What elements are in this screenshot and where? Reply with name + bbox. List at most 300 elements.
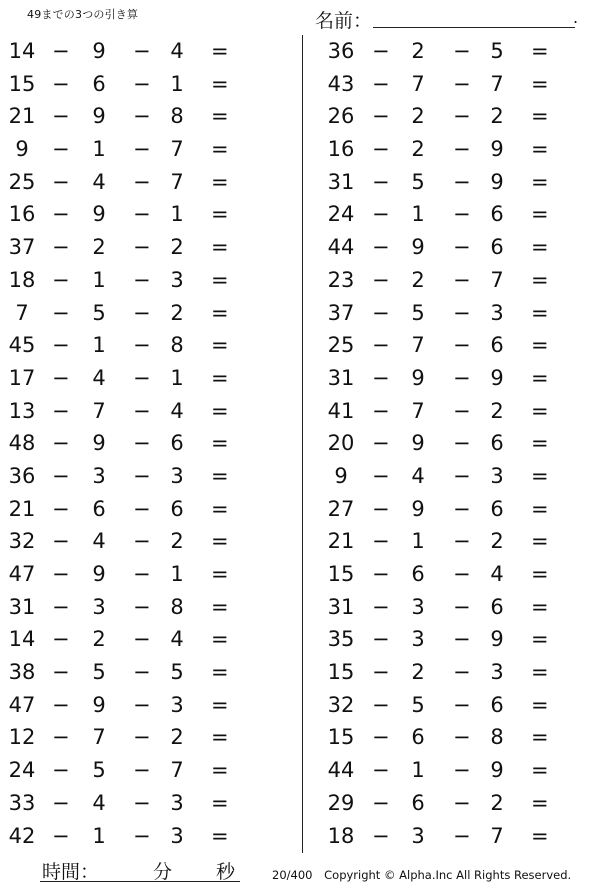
equals-sign: = bbox=[211, 725, 229, 750]
minus-sign: − bbox=[453, 594, 471, 619]
operand-3: 9 bbox=[490, 365, 504, 390]
operand-2: 1 bbox=[411, 529, 425, 554]
minus-sign: − bbox=[453, 823, 471, 848]
operand-3: 7 bbox=[170, 758, 184, 783]
problem-column-left bbox=[0, 35, 290, 852]
operand-2: 5 bbox=[411, 169, 425, 194]
operand-2: 5 bbox=[411, 692, 425, 717]
operand-1: 23 bbox=[327, 267, 355, 292]
operand-1: 17 bbox=[8, 365, 36, 390]
operand-3: 2 bbox=[170, 529, 184, 554]
minus-sign: − bbox=[453, 627, 471, 652]
minus-sign: − bbox=[52, 398, 70, 423]
equals-sign: = bbox=[531, 496, 549, 521]
operand-2: 9 bbox=[411, 365, 425, 390]
minus-sign: − bbox=[453, 39, 471, 63]
problem-row bbox=[316, 787, 600, 820]
minus-sign: − bbox=[453, 235, 471, 260]
problem-row bbox=[0, 264, 290, 297]
equals-sign: = bbox=[211, 692, 229, 717]
equals-sign: = bbox=[531, 365, 549, 390]
operand-1: 37 bbox=[8, 235, 36, 260]
operand-1: 20 bbox=[327, 431, 355, 456]
operand-1: 26 bbox=[327, 104, 355, 129]
minus-sign: − bbox=[372, 790, 390, 815]
problem-row bbox=[316, 329, 600, 362]
operand-2: 2 bbox=[92, 235, 106, 260]
operand-1: 16 bbox=[8, 202, 36, 227]
minus-sign: − bbox=[453, 71, 471, 96]
equals-sign: = bbox=[211, 300, 229, 325]
minutes-label: 分 bbox=[153, 861, 173, 883]
operand-1: 24 bbox=[8, 758, 36, 783]
operand-3: 6 bbox=[490, 431, 504, 456]
operand-1: 25 bbox=[8, 169, 36, 194]
problem-row bbox=[316, 820, 600, 853]
problem-row bbox=[0, 721, 290, 754]
minus-sign: − bbox=[133, 529, 151, 554]
minus-sign: − bbox=[453, 562, 471, 586]
operand-2: 1 bbox=[411, 758, 425, 783]
minus-sign: − bbox=[52, 71, 70, 96]
equals-sign: = bbox=[531, 333, 549, 358]
operand-3: 8 bbox=[170, 104, 184, 129]
operand-2: 1 bbox=[92, 267, 106, 292]
operand-2: 1 bbox=[92, 823, 106, 848]
problem-row bbox=[316, 35, 600, 68]
problem-row bbox=[316, 754, 600, 787]
minus-sign: − bbox=[52, 725, 70, 750]
minus-sign: − bbox=[133, 627, 151, 652]
minus-sign: − bbox=[372, 692, 390, 717]
operand-2: 3 bbox=[92, 594, 106, 619]
operand-2: 5 bbox=[92, 758, 106, 783]
operand-3: 8 bbox=[490, 725, 504, 750]
operand-3: 6 bbox=[490, 594, 504, 619]
problem-row bbox=[0, 754, 290, 787]
equals-sign: = bbox=[211, 431, 229, 456]
minus-sign: − bbox=[52, 823, 70, 848]
problem-row bbox=[0, 787, 290, 820]
operand-1: 36 bbox=[327, 39, 355, 63]
operand-1: 47 bbox=[8, 692, 36, 717]
problem-row bbox=[316, 721, 600, 754]
minus-sign: − bbox=[453, 300, 471, 325]
operand-2: 1 bbox=[92, 333, 106, 358]
operand-2: 7 bbox=[92, 398, 106, 423]
equals-sign: = bbox=[211, 790, 229, 815]
equals-sign: = bbox=[211, 627, 229, 652]
minus-sign: − bbox=[133, 71, 151, 96]
operand-3: 3 bbox=[170, 267, 184, 292]
operand-1: 14 bbox=[8, 627, 36, 652]
minus-sign: − bbox=[372, 627, 390, 652]
problem-row bbox=[316, 689, 600, 722]
operand-3: 6 bbox=[490, 333, 504, 358]
operand-3: 6 bbox=[170, 431, 184, 456]
operand-3: 3 bbox=[490, 300, 504, 325]
problem-row bbox=[0, 427, 290, 460]
operand-3: 2 bbox=[170, 235, 184, 260]
operand-2: 5 bbox=[411, 300, 425, 325]
equals-sign: = bbox=[211, 202, 229, 227]
minus-sign: − bbox=[52, 267, 70, 292]
seconds-label: 秒 bbox=[216, 861, 236, 883]
equals-sign: = bbox=[211, 529, 229, 554]
operand-1: 15 bbox=[327, 725, 355, 750]
minus-sign: − bbox=[133, 758, 151, 783]
minus-sign: − bbox=[133, 300, 151, 325]
time-label: 時間： bbox=[42, 861, 100, 883]
minus-sign: − bbox=[372, 300, 390, 325]
operand-2: 6 bbox=[411, 725, 425, 750]
problem-row bbox=[0, 35, 290, 68]
equals-sign: = bbox=[531, 562, 549, 586]
problem-row bbox=[316, 297, 600, 330]
operand-3: 9 bbox=[490, 627, 504, 652]
equals-sign: = bbox=[531, 660, 549, 685]
minus-sign: − bbox=[133, 594, 151, 619]
operand-2: 9 bbox=[92, 431, 106, 456]
minus-sign: − bbox=[372, 529, 390, 554]
problem-row bbox=[316, 362, 600, 395]
operand-3: 7 bbox=[170, 137, 184, 162]
minus-sign: − bbox=[453, 267, 471, 292]
equals-sign: = bbox=[211, 71, 229, 96]
problem-row bbox=[0, 362, 290, 395]
operand-3: 6 bbox=[490, 496, 504, 521]
operand-1: 43 bbox=[327, 71, 355, 96]
operand-2: 4 bbox=[92, 365, 106, 390]
operand-2: 1 bbox=[92, 137, 106, 162]
operand-2: 7 bbox=[411, 398, 425, 423]
minus-sign: − bbox=[372, 333, 390, 358]
minus-sign: − bbox=[453, 169, 471, 194]
time-underline bbox=[40, 881, 240, 882]
equals-sign: = bbox=[531, 594, 549, 619]
operand-1: 44 bbox=[327, 758, 355, 783]
operand-1: 45 bbox=[8, 333, 36, 358]
minus-sign: − bbox=[52, 692, 70, 717]
operand-2: 9 bbox=[92, 104, 106, 129]
name-field bbox=[315, 6, 585, 30]
equals-sign: = bbox=[531, 169, 549, 194]
operand-2: 2 bbox=[92, 627, 106, 652]
minus-sign: − bbox=[453, 104, 471, 129]
operand-3: 2 bbox=[490, 529, 504, 554]
equals-sign: = bbox=[531, 823, 549, 848]
operand-2: 5 bbox=[92, 300, 106, 325]
equals-sign: = bbox=[531, 104, 549, 129]
operand-3: 6 bbox=[490, 692, 504, 717]
problem-row bbox=[316, 493, 600, 526]
operand-2: 6 bbox=[411, 790, 425, 815]
operand-3: 3 bbox=[170, 692, 184, 717]
operand-3: 7 bbox=[490, 267, 504, 292]
operand-3: 1 bbox=[170, 71, 184, 96]
operand-2: 2 bbox=[411, 137, 425, 162]
operand-3: 5 bbox=[170, 660, 184, 685]
minus-sign: − bbox=[52, 365, 70, 390]
minus-sign: − bbox=[453, 725, 471, 750]
minus-sign: − bbox=[133, 333, 151, 358]
operand-3: 7 bbox=[490, 71, 504, 96]
operand-1: 41 bbox=[327, 398, 355, 423]
operand-2: 3 bbox=[411, 823, 425, 848]
problem-row bbox=[316, 656, 600, 689]
minus-sign: − bbox=[453, 463, 471, 488]
equals-sign: = bbox=[211, 267, 229, 292]
equals-sign: = bbox=[531, 137, 549, 162]
equals-sign: = bbox=[211, 398, 229, 423]
operand-2: 6 bbox=[411, 562, 425, 586]
problem-row bbox=[316, 231, 600, 264]
minus-sign: − bbox=[133, 202, 151, 227]
operand-1: 18 bbox=[8, 267, 36, 292]
minus-sign: − bbox=[372, 725, 390, 750]
equals-sign: = bbox=[211, 758, 229, 783]
operand-1: 12 bbox=[8, 725, 36, 750]
operand-2: 9 bbox=[92, 562, 106, 586]
operand-1: 31 bbox=[8, 594, 36, 619]
equals-sign: = bbox=[531, 300, 549, 325]
minus-sign: − bbox=[372, 169, 390, 194]
minus-sign: − bbox=[52, 235, 70, 260]
minus-sign: − bbox=[453, 365, 471, 390]
minus-sign: − bbox=[453, 529, 471, 554]
operand-1: 9 bbox=[334, 463, 348, 488]
equals-sign: = bbox=[211, 463, 229, 488]
operand-3: 3 bbox=[490, 660, 504, 685]
minus-sign: − bbox=[372, 104, 390, 129]
equals-sign: = bbox=[531, 627, 549, 652]
operand-3: 7 bbox=[490, 823, 504, 848]
minus-sign: − bbox=[52, 660, 70, 685]
operand-3: 3 bbox=[170, 823, 184, 848]
operand-3: 3 bbox=[170, 790, 184, 815]
minus-sign: − bbox=[133, 463, 151, 488]
operand-3: 6 bbox=[490, 235, 504, 260]
operand-1: 15 bbox=[8, 71, 36, 96]
problem-row bbox=[0, 525, 290, 558]
problem-row bbox=[0, 689, 290, 722]
equals-sign: = bbox=[211, 823, 229, 848]
minus-sign: − bbox=[52, 790, 70, 815]
operand-1: 24 bbox=[327, 202, 355, 227]
minus-sign: − bbox=[133, 398, 151, 423]
minus-sign: − bbox=[453, 660, 471, 685]
minus-sign: − bbox=[372, 594, 390, 619]
problem-row bbox=[316, 166, 600, 199]
problem-row bbox=[0, 231, 290, 264]
equals-sign: = bbox=[211, 660, 229, 685]
operand-1: 15 bbox=[327, 660, 355, 685]
operand-1: 48 bbox=[8, 431, 36, 456]
operand-3: 7 bbox=[170, 169, 184, 194]
problem-row bbox=[316, 427, 600, 460]
operand-3: 2 bbox=[170, 300, 184, 325]
minus-sign: − bbox=[372, 431, 390, 456]
name-terminator: . bbox=[573, 8, 579, 27]
minus-sign: − bbox=[52, 300, 70, 325]
equals-sign: = bbox=[211, 365, 229, 390]
minus-sign: − bbox=[133, 692, 151, 717]
equals-sign: = bbox=[531, 71, 549, 96]
minus-sign: − bbox=[453, 398, 471, 423]
minus-sign: − bbox=[52, 758, 70, 783]
operand-2: 7 bbox=[411, 333, 425, 358]
problem-row bbox=[316, 558, 600, 591]
equals-sign: = bbox=[531, 790, 549, 815]
operand-2: 9 bbox=[92, 692, 106, 717]
operand-3: 4 bbox=[170, 398, 184, 423]
problem-row bbox=[316, 68, 600, 101]
operand-1: 31 bbox=[327, 169, 355, 194]
operand-2: 6 bbox=[92, 71, 106, 96]
minus-sign: − bbox=[133, 725, 151, 750]
operand-2: 2 bbox=[411, 660, 425, 685]
operand-3: 2 bbox=[170, 725, 184, 750]
minus-sign: − bbox=[133, 267, 151, 292]
problem-row bbox=[0, 493, 290, 526]
operand-3: 8 bbox=[170, 594, 184, 619]
minus-sign: − bbox=[52, 562, 70, 586]
minus-sign: − bbox=[133, 104, 151, 129]
minus-sign: − bbox=[133, 235, 151, 260]
minus-sign: − bbox=[453, 692, 471, 717]
minus-sign: − bbox=[453, 758, 471, 783]
operand-3: 1 bbox=[170, 202, 184, 227]
minus-sign: − bbox=[372, 660, 390, 685]
operand-3: 9 bbox=[490, 758, 504, 783]
problem-row bbox=[0, 591, 290, 624]
problem-column-right bbox=[316, 35, 600, 852]
problem-row bbox=[316, 623, 600, 656]
problem-row bbox=[316, 264, 600, 297]
page-number: 20/400 bbox=[272, 868, 313, 882]
operand-2: 4 bbox=[92, 790, 106, 815]
operand-2: 9 bbox=[92, 39, 106, 63]
minus-sign: − bbox=[52, 202, 70, 227]
minus-sign: − bbox=[372, 202, 390, 227]
minus-sign: − bbox=[372, 137, 390, 162]
copyright-text: Copyright © Alpha.Inc All Rights Reserved. bbox=[324, 868, 572, 882]
operand-1: 32 bbox=[8, 529, 36, 554]
operand-3: 6 bbox=[490, 202, 504, 227]
time-field bbox=[40, 857, 245, 883]
minus-sign: − bbox=[372, 562, 390, 586]
minus-sign: − bbox=[133, 169, 151, 194]
operand-1: 27 bbox=[327, 496, 355, 521]
operand-3: 3 bbox=[170, 463, 184, 488]
operand-1: 18 bbox=[327, 823, 355, 848]
minus-sign: − bbox=[52, 627, 70, 652]
problem-row bbox=[0, 297, 290, 330]
operand-1: 44 bbox=[327, 235, 355, 260]
operand-3: 5 bbox=[490, 39, 504, 63]
operand-1: 31 bbox=[327, 594, 355, 619]
minus-sign: − bbox=[52, 431, 70, 456]
operand-1: 37 bbox=[327, 300, 355, 325]
equals-sign: = bbox=[531, 692, 549, 717]
equals-sign: = bbox=[211, 104, 229, 129]
problem-row bbox=[0, 558, 290, 591]
operand-3: 9 bbox=[490, 137, 504, 162]
equals-sign: = bbox=[531, 431, 549, 456]
minus-sign: − bbox=[52, 333, 70, 358]
operand-2: 9 bbox=[411, 431, 425, 456]
worksheet-title: 49までの3つの引き算 bbox=[27, 8, 139, 21]
operand-1: 21 bbox=[8, 104, 36, 129]
operand-1: 31 bbox=[327, 365, 355, 390]
problem-row bbox=[0, 100, 290, 133]
operand-2: 5 bbox=[92, 660, 106, 685]
minus-sign: − bbox=[52, 594, 70, 619]
minus-sign: − bbox=[372, 267, 390, 292]
operand-1: 14 bbox=[8, 39, 36, 63]
equals-sign: = bbox=[531, 758, 549, 783]
equals-sign: = bbox=[211, 137, 229, 162]
minus-sign: − bbox=[372, 823, 390, 848]
minus-sign: − bbox=[52, 104, 70, 129]
equals-sign: = bbox=[531, 725, 549, 750]
problem-row bbox=[0, 656, 290, 689]
operand-1: 42 bbox=[8, 823, 36, 848]
operand-1: 36 bbox=[8, 463, 36, 488]
operand-2: 3 bbox=[411, 627, 425, 652]
minus-sign: − bbox=[52, 169, 70, 194]
equals-sign: = bbox=[211, 333, 229, 358]
footer bbox=[272, 868, 571, 882]
operand-1: 25 bbox=[327, 333, 355, 358]
operand-3: 4 bbox=[170, 627, 184, 652]
operand-1: 15 bbox=[327, 562, 355, 586]
minus-sign: − bbox=[133, 790, 151, 815]
problem-row bbox=[316, 395, 600, 428]
operand-2: 2 bbox=[411, 104, 425, 129]
minus-sign: − bbox=[133, 137, 151, 162]
minus-sign: − bbox=[133, 660, 151, 685]
equals-sign: = bbox=[211, 562, 229, 586]
minus-sign: − bbox=[133, 823, 151, 848]
operand-1: 47 bbox=[8, 562, 36, 586]
column-divider bbox=[302, 35, 303, 853]
minus-sign: − bbox=[372, 39, 390, 63]
minus-sign: − bbox=[133, 39, 151, 63]
problem-row bbox=[316, 460, 600, 493]
minus-sign: − bbox=[453, 790, 471, 815]
operand-1: 21 bbox=[8, 496, 36, 521]
minus-sign: − bbox=[133, 496, 151, 521]
minus-sign: − bbox=[372, 463, 390, 488]
minus-sign: − bbox=[133, 562, 151, 586]
equals-sign: = bbox=[531, 463, 549, 488]
operand-1: 38 bbox=[8, 660, 36, 685]
problem-row bbox=[0, 198, 290, 231]
problem-row bbox=[0, 166, 290, 199]
equals-sign: = bbox=[211, 169, 229, 194]
problem-row bbox=[0, 68, 290, 101]
problem-row bbox=[316, 198, 600, 231]
operand-2: 4 bbox=[92, 529, 106, 554]
problem-row bbox=[0, 460, 290, 493]
operand-3: 2 bbox=[490, 790, 504, 815]
operand-3: 3 bbox=[490, 463, 504, 488]
operand-2: 6 bbox=[92, 496, 106, 521]
minus-sign: − bbox=[52, 137, 70, 162]
minus-sign: − bbox=[453, 137, 471, 162]
minus-sign: − bbox=[372, 398, 390, 423]
